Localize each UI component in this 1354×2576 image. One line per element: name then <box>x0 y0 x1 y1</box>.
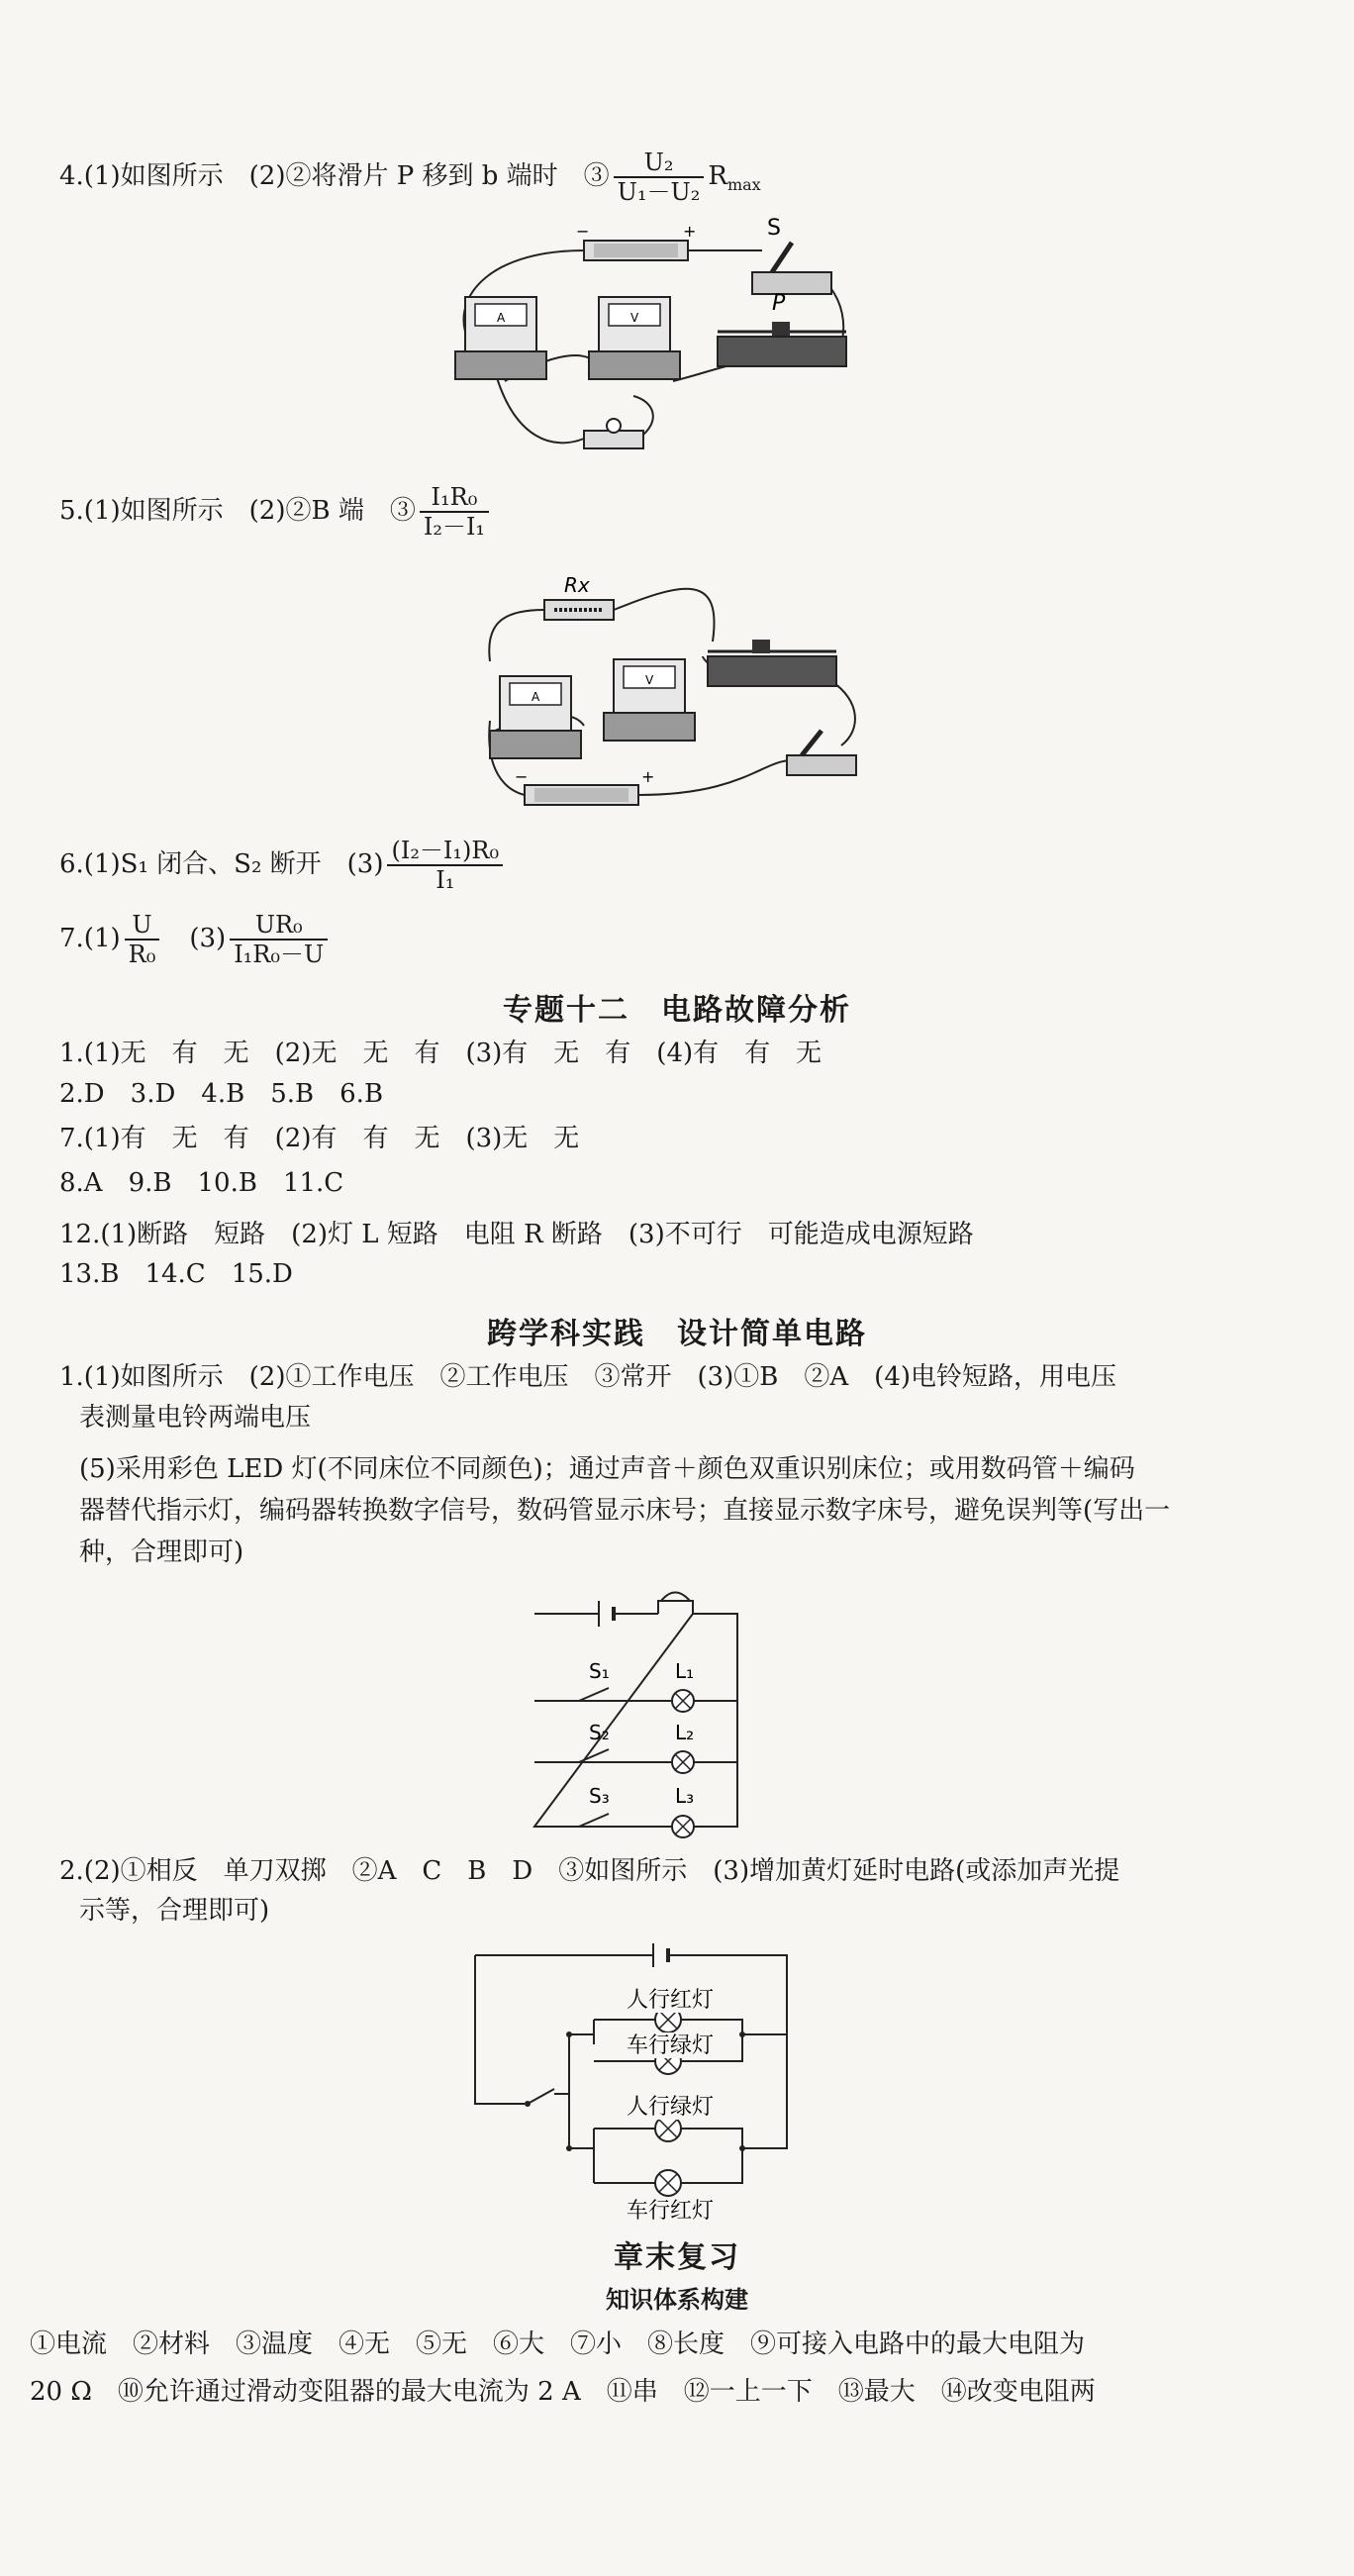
section12-line-5: 12.(1)断路 短路 (2)灯 L 短路 电阻 R 断路 (3)不可行 可能造成电源短路 <box>59 1220 974 1249</box>
svg-text:S: S <box>767 216 781 241</box>
q4-circuit-figure <box>435 213 861 470</box>
svg-text:车行绿灯: 车行绿灯 <box>626 2033 715 2058</box>
lamp-icon <box>672 1690 694 1837</box>
cross-q1-line-3: (5)采用彩色 LED 灯(不同床位不同颜色)；通过声音＋颜色双重识别床位；或用数码管＋编码 <box>79 1454 1135 1484</box>
review-line-1: ①电流 ②材料 ③温度 ④无 ⑤无 ⑥大 ⑦小 ⑧长度 ⑨可接入电路中的最大电阻为 <box>30 2329 1086 2359</box>
q4-answer: 4.(1)如图所示 (2)②将滑片 P 移到 b 端时 ③ $\frac{\text{U₂}}{\text{U₁－U₂}}$ $R_{max}$ <box>59 149 761 206</box>
svg-text:L₃: L₃ <box>675 1784 695 1808</box>
switch-icon <box>752 243 831 294</box>
svg-text:车行红灯: 车行红灯 <box>626 2199 715 2223</box>
svg-text:−: − <box>515 767 529 786</box>
svg-text:人行绿灯: 人行绿灯 <box>626 2095 715 2120</box>
battery-icon <box>525 785 638 805</box>
svg-text:−: − <box>576 222 590 241</box>
cross-q1-line-1: 1.(1)如图所示 (2)①工作电压 ②工作电压 ③常开 (3)①B ②A (4)电铃短路，用电压 <box>59 1362 1117 1392</box>
svg-text:人行红灯: 人行红灯 <box>626 1988 715 2013</box>
svg-text:V: V <box>630 311 639 325</box>
review-line-2: 20 Ω ⑩允许通过滑动变阻器的最大电流为 2 A ⑪串 ⑫一上一下 ⑬最大 ⑭改变电阻两 <box>30 2377 1096 2407</box>
switch-icon <box>787 731 856 775</box>
svg-text:A: A <box>532 690 540 704</box>
section12-line-2: 2.D 3.D 4.B 5.B 6.B <box>59 1079 384 1109</box>
q6-answer: 6.(1)S₁ 闭合、S₂ 断开 (3) $\frac{\text{(I₂－I₁)R₀}}{\text{I₁}}$ <box>59 837 507 894</box>
svg-text:S₁: S₁ <box>589 1659 610 1683</box>
cross-q1-line-2: 表测量电铃两端电压 <box>79 1403 312 1433</box>
ammeter-icon <box>490 676 581 758</box>
voltmeter-icon <box>604 659 695 741</box>
battery-icon <box>599 1601 614 1627</box>
traffic-light-circuit-figure <box>460 1935 807 2223</box>
svg-text:S₂: S₂ <box>589 1721 610 1744</box>
switch-icon <box>525 2089 554 2107</box>
section12-line-1: 1.(1)无 有 无 (2)无 无 有 (3)有 无 有 (4)有 有 无 <box>59 1039 822 1068</box>
bell-icon <box>658 1593 693 1615</box>
rheostat-icon <box>718 322 846 366</box>
review-subtitle: 知识体系构建 <box>606 2285 748 2314</box>
resistor-icon <box>544 600 614 620</box>
q7-fraction-1: $\frac{U}{\text{R₀}}$ <box>125 911 160 968</box>
svg-text:+: + <box>683 222 697 241</box>
cross-q2-line-1: 2.(2)①相反 单刀双掷 ②A C B D ③如图所示 (3)增加黄灯延时电路(或添加声光提 <box>59 1856 1120 1886</box>
cross-q1-line-4: 器替代指示灯，编码器转换数字信号，数码管显示床号；直接显示数字床号，避免误判等(写出一 <box>79 1496 1171 1526</box>
rheostat-icon <box>708 640 836 686</box>
q6-fraction: $\frac{\text{(I₂－I₁)R₀}}{\text{I₁}}$ <box>387 837 503 894</box>
bulb-icon <box>584 419 643 448</box>
q5-circuit-figure <box>465 562 871 820</box>
section-title-circuit-fault: 专题十二 电路故障分析 <box>503 993 851 1028</box>
svg-text:V: V <box>645 673 654 687</box>
svg-text:S₃: S₃ <box>589 1784 610 1808</box>
q7-answer: 7.(1) $\frac{U}{\text{R₀}}$ (3) $\frac{\text{UR₀}}{\text{I₁R₀－U}}$ <box>59 911 332 968</box>
cross-q1-line-5: 种，合理即可) <box>79 1537 244 1567</box>
q5-answer: 5.(1)如图所示 (2)②B 端 ③ $\frac{\text{I₁R₀}}{\text{I₂－I₁}}$ <box>59 483 493 541</box>
q7-fraction-2: $\frac{\text{UR₀}}{\text{I₁R₀－U}}$ <box>230 911 328 968</box>
svg-text:L₂: L₂ <box>675 1721 695 1744</box>
section-title-chapter-review: 章末复习 <box>614 2240 740 2275</box>
cross-q2-line-2: 示等，合理即可) <box>79 1896 270 1926</box>
svg-text:L₁: L₁ <box>675 1659 695 1683</box>
q4-fraction: $\frac{\text{U₂}}{\text{U₁－U₂}}$ <box>614 149 705 206</box>
section12-line-3: 7.(1)有 无 有 (2)有 有 无 (3)无 无 <box>59 1124 580 1153</box>
q5-fraction: $\frac{\text{I₁R₀}}{\text{I₂－I₁}}$ <box>420 483 489 541</box>
section12-line-4: 8.A 9.B 10.B 11.C <box>59 1168 344 1198</box>
svg-text:A: A <box>497 311 506 325</box>
battery-icon <box>584 241 688 260</box>
section12-line-6: 13.B 14.C 15.D <box>59 1259 293 1289</box>
svg-text:Rx: Rx <box>564 573 590 597</box>
bell-circuit-figure <box>515 1579 752 1846</box>
svg-text:+: + <box>641 767 655 786</box>
voltmeter-icon <box>589 297 680 379</box>
section-title-cross-discipline: 跨学科实践 设计简单电路 <box>487 1317 867 1351</box>
ammeter-icon <box>455 297 546 379</box>
svg-text:P: P <box>772 291 786 316</box>
battery-icon <box>653 1943 668 1967</box>
